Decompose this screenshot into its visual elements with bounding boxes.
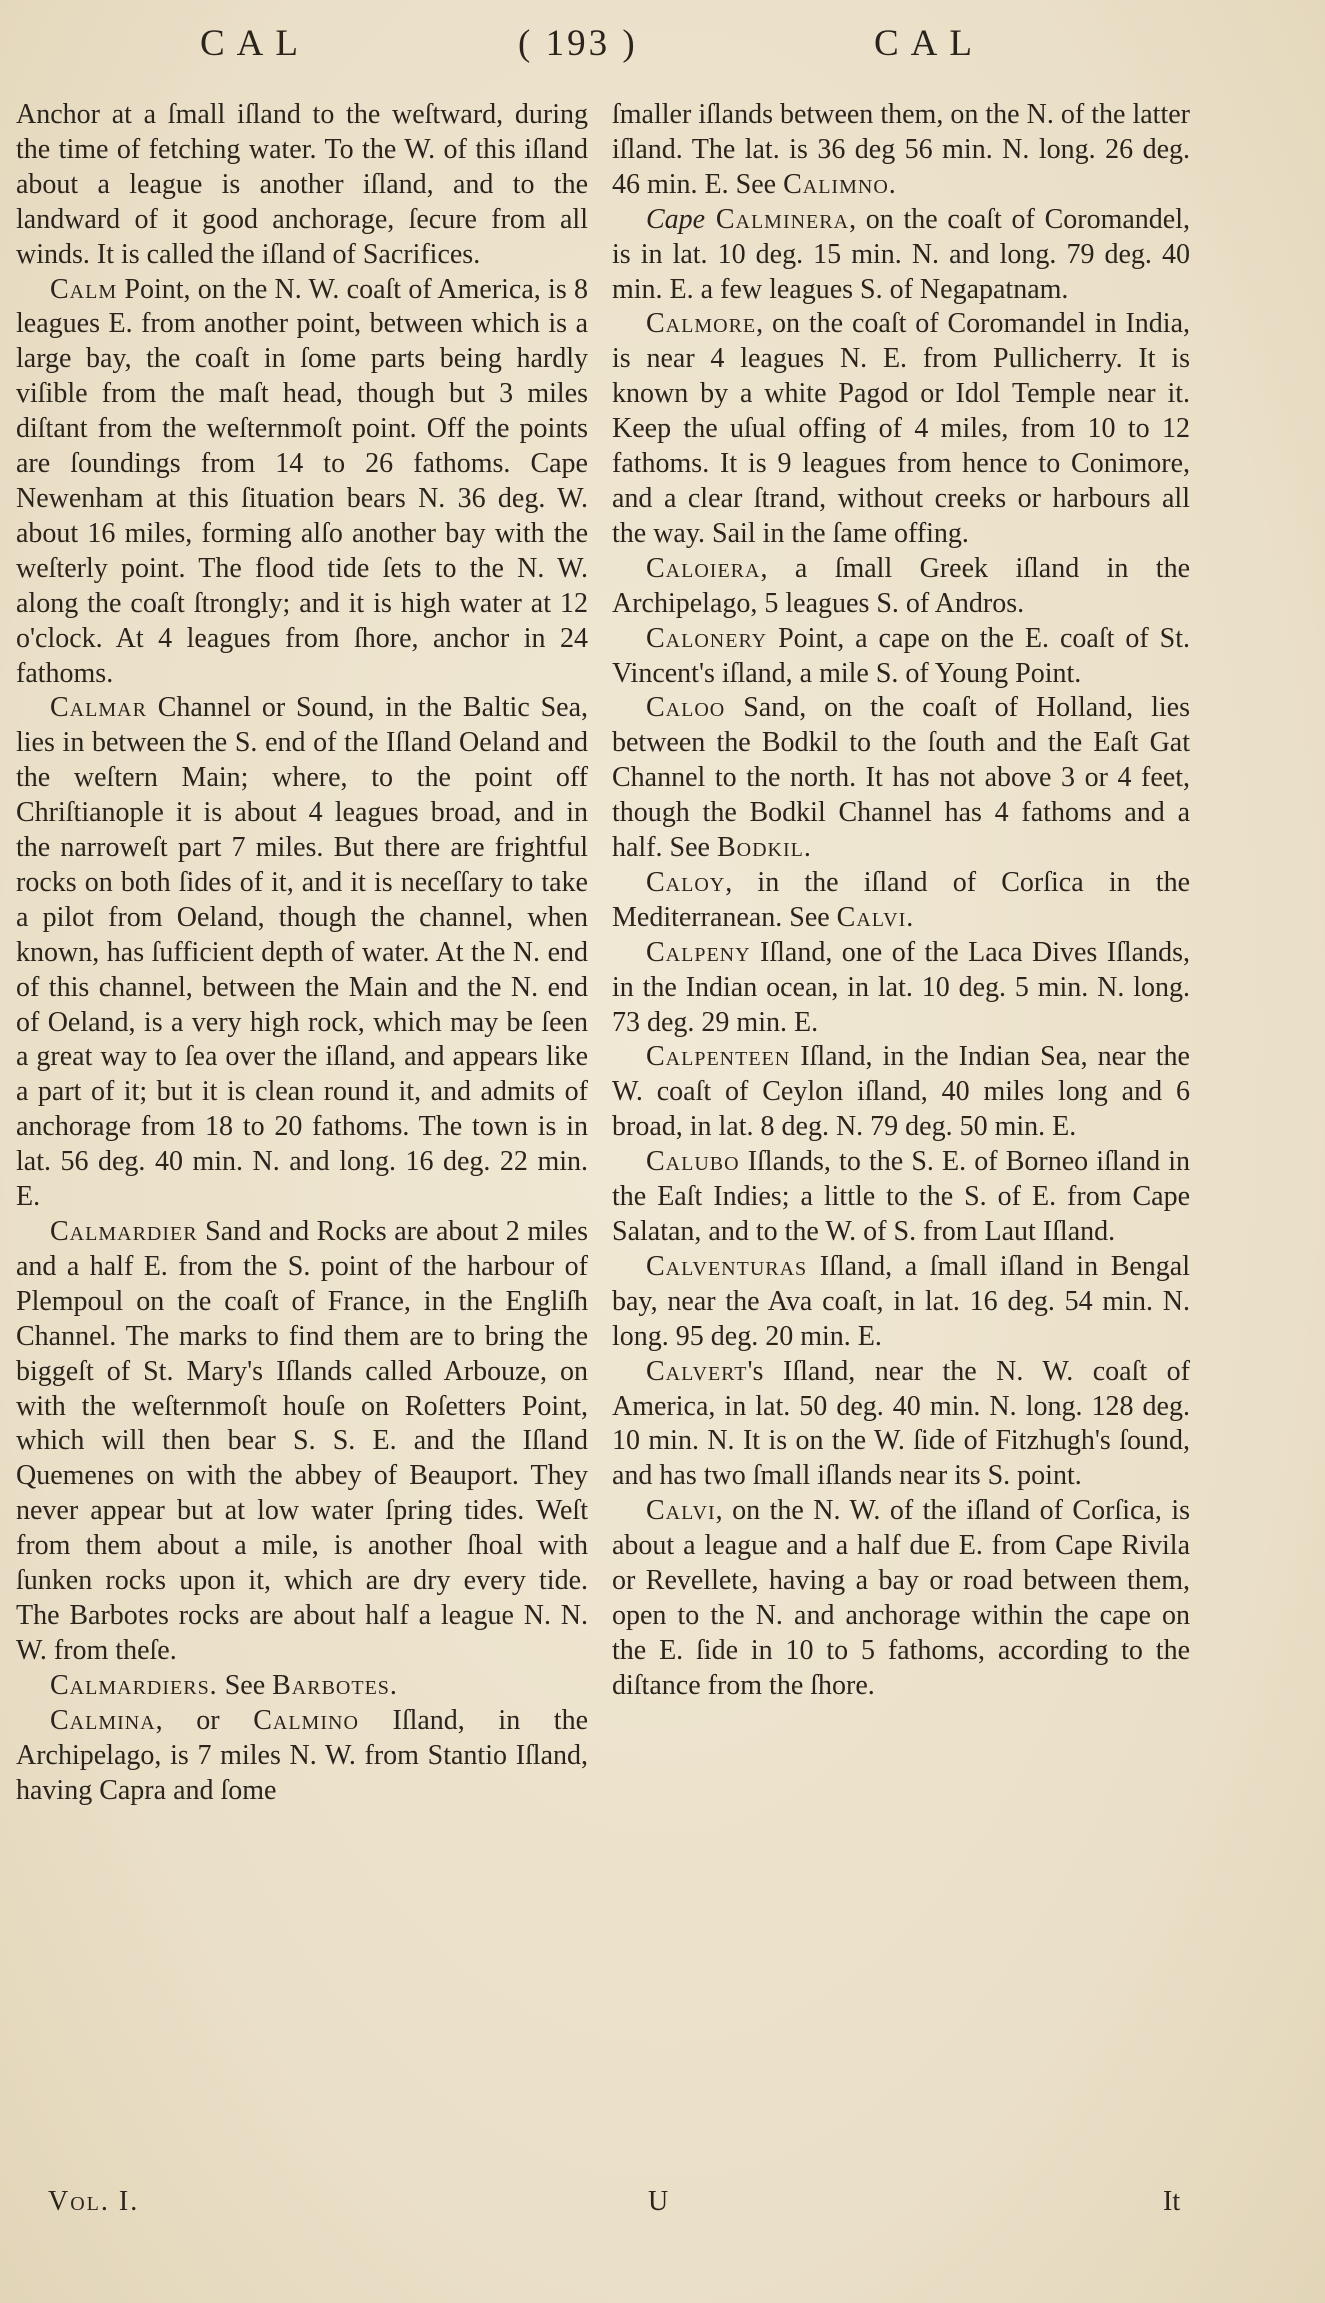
entry-headword: Caloo bbox=[646, 692, 726, 724]
entry-headword: Calpeny bbox=[646, 936, 751, 968]
header-right-word: CAL bbox=[874, 23, 984, 64]
entry-calmar-channel: Calmar Channel or Sound, in the Baltic Sea, lies in between the S. end of the Iſland Oeland and the weſtern Main; where, to the point off Chriſtianople it is about 4 leagues broad, and in the narroweſt part 7 miles. But there are frightful rocks on both ſides of it, and it is neceſſary to take a pilot from Oeland, though the channel, when known, has ſufficient depth of water. At the N. end of this channel, between the Main and the N. end of Oeland, is a very high rock, which may be ſeen a great way to ſea over the iſland, and appears like a part of it; but it is clean round it, and admits of anchorage from 18 to 20 fathoms. The town is in lat. 56 deg. 40 min. N. and long. 16 deg. 22 min. E. bbox=[16, 692, 588, 1213]
entry-calpenteen: Calpenteen Iſland, in the Indian Sea, near the W. coaſt of Ceylon iſland, 40 miles long and 6 broad, in lat. 8 deg. N. 79 deg. 50 min. E. bbox=[612, 1041, 1190, 1143]
entry-prefix: Cape bbox=[646, 203, 706, 235]
page-number: ( 193 ) bbox=[518, 23, 638, 64]
entry-calmardiers: Calmardiers. See Barbotes. bbox=[50, 1669, 398, 1701]
entry-headword: Calmina bbox=[50, 1704, 156, 1736]
entry-calmore: Calmore, on the coaſt of Coromandel in India, is near 4 leagues N. E. from Pullicherry. It is known by a white Pagod or Idol Temple near it. Keep the uſual offing of 4 miles, from 10 to 12 fathoms. It is 9 leagues from hence to Conimore, and a clear ſtrand, without creeks or harbours all the way. Sail in the ſame offing. bbox=[612, 308, 1190, 549]
entry-calminera: Cape Calminera, on the coaſt of Coromandel, is in lat. 10 deg. 15 min. N. and long. 79 deg. 40 min. E. a few leagues S. of Negapatnam. bbox=[612, 203, 1191, 305]
entry-headword: Calmardiers. bbox=[50, 1669, 218, 1701]
entry-headword: Calventuras bbox=[646, 1250, 808, 1282]
entry-caloo: Caloo Sand, on the coaſt of Holland, lies between the Bodkil to the ſouth and the Eaſt Gat Channel to the north. It has not above 3 or 4 feet, though the Bodkil Channel has 4 fathoms and a half. See Bodkil. bbox=[612, 692, 1190, 864]
entry-calmina: Calmina, or Calmino Iſland, in the Archipelago, is 7 miles N. W. from Stantio Iſland, having Capra and ſome bbox=[16, 1704, 589, 1806]
entry-headword: Calpenteen bbox=[646, 1041, 791, 1073]
entry-headword: Calvert bbox=[646, 1355, 748, 1387]
entry-calventuras: Calventuras Iſland, a ſmall iſland in Bengal bay, near the Ava coaſt, in lat. 16 deg. 54 min. N. long. 95 deg. 20 min. E. bbox=[612, 1250, 1190, 1352]
signature-mark: U bbox=[648, 2186, 669, 2217]
entry-calmardier: Calmardier Sand and Rocks are about 2 miles and a half E. from the S. point of the harbour of Plempoul on the coaſt of France, in the Engliſh Channel. The marks to find them are to bring the biggeſt of St. Mary's Iſlands called Arbouze, on with the weſternmoſt houſe on Roſetters Point, which will then bear S. S. E. and the Iſland Quemenes on with the abbey of Beauport. They never appear but at low water ſpring tides. Weſt from them about a mile, is another ſhoal with ſunken rocks upon it, which are dry every tide. The Barbotes rocks are about half a league N. N. W. from theſe. bbox=[16, 1216, 588, 1666]
entry-calpeny: Calpeny Iſland, one of the Laca Dives Iſlands, in the Indian ocean, in lat. 10 deg. 5 min. N. long. 73 deg. 29 min. E. bbox=[612, 936, 1190, 1038]
cross-reference: Calvi. bbox=[836, 901, 915, 933]
catchword: It bbox=[1163, 2186, 1181, 2217]
entry-calubo: Calubo Iſlands, to the S. E. of Borneo iſland in the Eaſt Indies; a little to the S. of E. from Cape Salatan, and to the W. of S. from Laut Iſland. bbox=[612, 1146, 1190, 1247]
entry-calonery: Calonery Point, a cape on the E. coaſt of St. Vincent's iſland, a mile S. of Young Point. bbox=[612, 622, 1190, 689]
running-header bbox=[0, 22, 1325, 82]
entry-calvi: Calvi, on the N. W. of the iſland of Corſica, is about a league and a half due E. from Cape Rivila or Revellete, having a bay or road between them, open to the N. and anchorage within the cape on the E. ſide in 10 to 5 fathoms, according to the diſtance from the ſhore. bbox=[612, 1495, 1190, 1701]
entry-headword: Calminera bbox=[705, 203, 850, 235]
entry-headword: Calmore bbox=[646, 308, 757, 340]
entry-headword-alt: Calmino bbox=[253, 1704, 359, 1736]
cross-reference: Bodkil. bbox=[716, 832, 812, 864]
entry-caloiera: Caloiera, a ſmall Greek iſland in the Archipelago, 5 leagues S. of Andros. bbox=[612, 552, 1190, 619]
entry-calvert: Calvert's Iſland, near the N. W. coaſt of America, in lat. 50 deg. 40 min. N. long. 128 deg. 10 min. N. It is on the W. ſide of Fitzhugh's ſound, and has two ſmall iſlands near its S. point. bbox=[612, 1355, 1190, 1492]
entry-continuation: Anchor at a ſmall iſland to the weſtward, during the time of fetching water. To the W. of this iſland about a league is another iſland, and to the landward of it good anchorage, ſecure from all winds. It is called the iſland of Sacrifices. bbox=[16, 99, 588, 270]
cross-reference: Calimno. bbox=[783, 168, 897, 200]
entry-headword: Calonery bbox=[646, 622, 768, 654]
left-column bbox=[16, 98, 588, 1808]
entry-headword: Calmardier bbox=[50, 1216, 198, 1247]
entry-continuation: ſmaller iſlands between them, on the N. of the latter iſland. The lat. is 36 deg 56 min. N. long. 26 deg. 46 min. E. See Calimno. bbox=[612, 99, 1190, 200]
entry-headword: Caloiera bbox=[646, 552, 761, 584]
entry-headword: Caloy bbox=[646, 866, 726, 898]
entry-caloy: Caloy, in the iſland of Corſica in the Mediterranean. See Calvi. bbox=[612, 866, 1190, 933]
page-footer bbox=[0, 2186, 1325, 2226]
cross-reference: Barbotes. bbox=[272, 1669, 398, 1701]
right-column bbox=[612, 98, 1190, 1704]
entry-headword: Calmar bbox=[50, 692, 147, 724]
header-left-word: CAL bbox=[200, 23, 310, 64]
entry-headword: Calvi bbox=[646, 1495, 716, 1527]
entry-headword: Calubo bbox=[646, 1146, 740, 1178]
entry-headword: Calm bbox=[50, 273, 118, 305]
entry-calm-point: Calm Point, on the N. W. coaſt of America, is 8 leagues E. from another point, between which is a large bay, the coaſt in ſome parts being hardly viſible from the maſt head, though but 3 miles diſtant from the weſternmoſt point. Off the points are ſoundings from 14 to 26 fathoms. Cape Newenham at this ſituation bears N. 36 deg. W. about 16 miles, forming alſo another bay with the weſterly point. The flood tide ſets to the N. W. along the coaſt ſtrongly; and it is high water at 12 o'clock. At 4 leagues from ſhore, anchor in 24 fathoms. bbox=[16, 273, 588, 689]
volume-mark: Vol. I. bbox=[48, 2186, 140, 2217]
